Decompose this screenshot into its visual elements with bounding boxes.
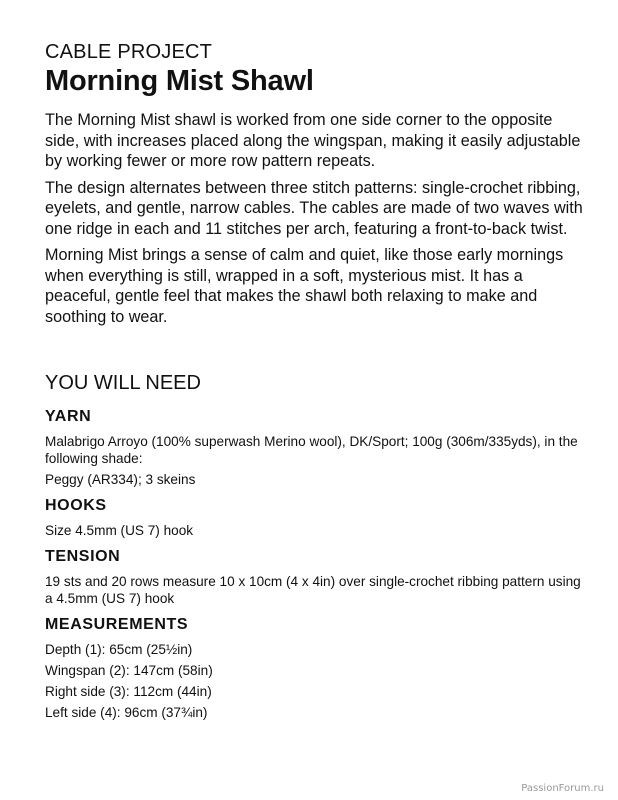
tension-section	[45, 547, 585, 607]
hooks-heading: HOOKS	[45, 497, 107, 514]
intro-paragraph: The design alternates between three stitch patterns: single-crochet ribbing, eyelets, and gentle, narrow cables. The cables are made of two waves with one ridge in each and 11 stitches per arch, featuring a front-to-back twist.	[45, 178, 583, 238]
tension-description: 19 sts and 20 rows measure 10 x 10cm (4 x 4in) over single-crochet ribbing pattern using a 4.5mm (US 7) hook	[45, 574, 581, 606]
hooks-description: Size 4.5mm (US 7) hook	[45, 523, 194, 538]
yarn-heading: YARN	[45, 408, 92, 425]
yarn-section	[45, 407, 585, 488]
category-label: CABLE PROJECT	[45, 41, 213, 63]
intro-paragraph: Morning Mist brings a sense of calm and quiet, like those early mornings when everything is still, wrapped in a soft, mysterious mist. It has a peaceful, gentle feel that makes the shawl both relaxing to make and soothing to wear.	[45, 246, 564, 326]
yarn-description: Malabrigo Arroyo (100% superwash Merino wool), DK/Sport; 100g (306m/335yds), in the following shade:	[45, 434, 578, 466]
pattern-page	[45, 40, 585, 729]
you-will-need-heading: YOU WILL NEED	[45, 372, 201, 394]
measurement-item: Right side (3): 112cm (44in)	[45, 684, 212, 699]
intro-text	[45, 110, 585, 327]
yarn-shade: Peggy (AR334); 3 skeins	[45, 472, 196, 487]
hooks-section	[45, 496, 585, 539]
watermark: PassionForum.ru	[521, 783, 604, 794]
intro-paragraph: The Morning Mist shawl is worked from one side corner to the opposite side, with increases placed along the wingspan, making it easily adjustable by working fewer or more row pattern repeats.	[45, 111, 581, 170]
measurements-heading: MEASUREMENTS	[45, 616, 189, 633]
measurement-item: Wingspan (2): 147cm (58in)	[45, 663, 213, 678]
measurement-item: Depth (1): 65cm (25½in)	[45, 642, 193, 657]
tension-heading: TENSION	[45, 548, 121, 565]
measurement-item: Left side (4): 96cm (37¾in)	[45, 705, 208, 720]
page-title: Morning Mist Shawl	[45, 65, 314, 97]
measurements-section	[45, 615, 585, 721]
